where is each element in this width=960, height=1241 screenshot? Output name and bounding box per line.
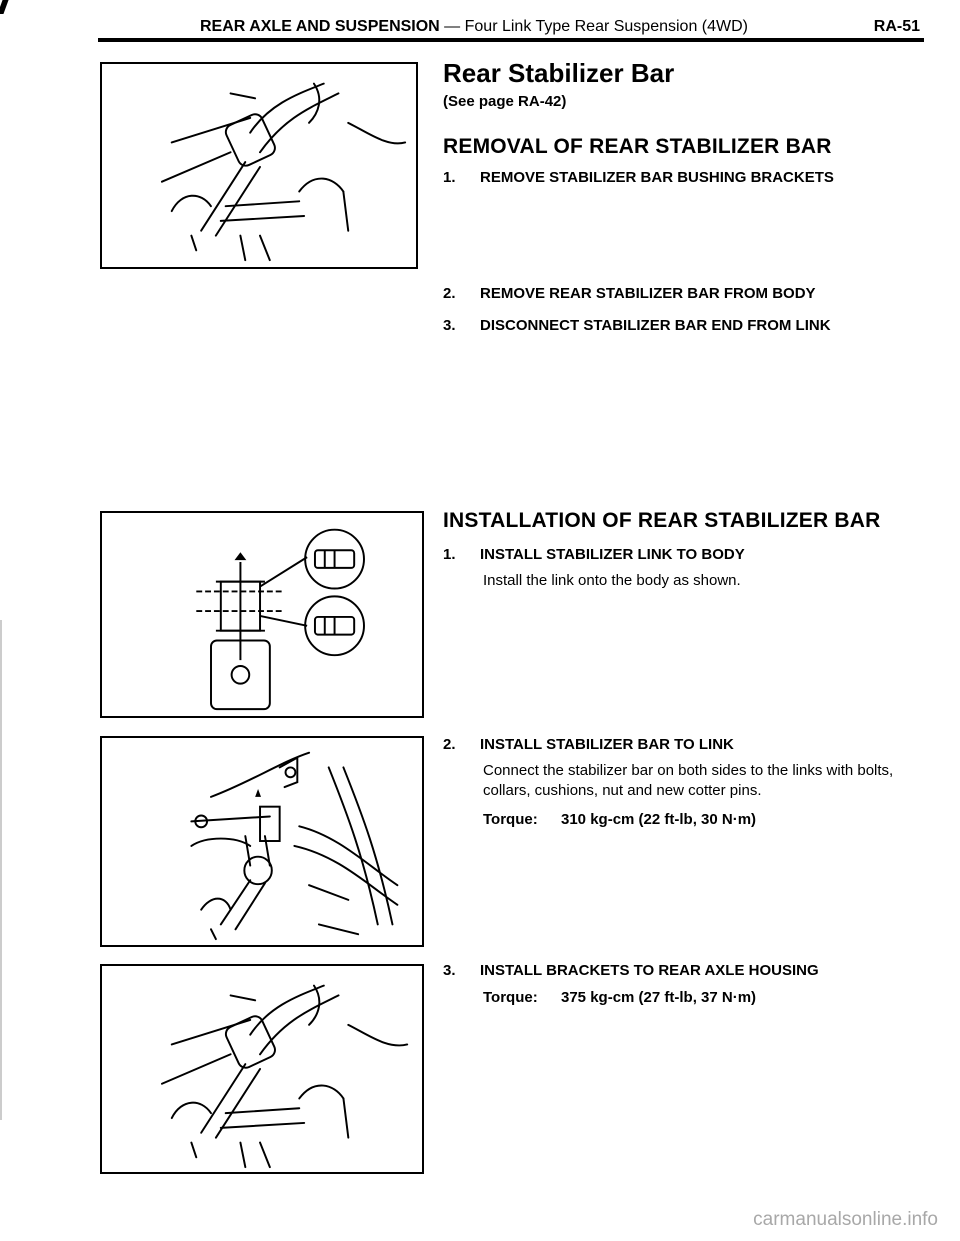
removal-step-3 — [443, 317, 923, 334]
step-body: Connect the stabilizer bar on both sides to the links with bolts, collars, cushions, nut and new cotter pins. — [483, 762, 894, 799]
installation-heading: INSTALLATION OF REAR STABILIZER BAR — [443, 509, 881, 532]
torque-value: 310 kg-cm (22 ft-lb, 30 N·m) — [561, 811, 757, 828]
torque-spec — [483, 811, 923, 828]
header-dash: — — [439, 18, 465, 35]
torque-label: Torque: — [483, 811, 538, 828]
step-number: 1. — [443, 546, 456, 563]
watermark: carmanualsonline.info — [753, 1209, 938, 1230]
page-corner-mark — [0, 0, 9, 14]
page-title: Rear Stabilizer Bar — [443, 58, 675, 88]
page-header — [200, 18, 920, 40]
step-text: INSTALL STABILIZER LINK TO BODY — [480, 546, 745, 563]
torque-spec — [483, 989, 923, 1006]
removal-heading: REMOVAL OF REAR STABILIZER BAR — [443, 135, 832, 158]
installation-step-3 — [443, 962, 923, 1006]
step-text: REMOVE STABILIZER BAR BUSHING BRACKETS — [480, 169, 834, 186]
step-number: 2. — [443, 736, 456, 753]
step-number: 3. — [443, 317, 456, 334]
removal-step-1 — [443, 169, 923, 186]
step-text: DISCONNECT STABILIZER BAR END FROM LINK — [480, 317, 831, 334]
figure-install-link — [100, 511, 424, 718]
step-number: 2. — [443, 285, 456, 302]
section-title-block — [443, 58, 923, 110]
figure-bar-to-link — [100, 736, 424, 947]
step-body: Install the link onto the body as shown. — [483, 572, 741, 589]
torque-label: Torque: — [483, 989, 538, 1006]
illustration-bracket-removal — [102, 64, 416, 267]
torque-value: 375 kg-cm (27 ft-lb, 37 N·m) — [561, 989, 757, 1006]
illustration-bracket-install — [102, 966, 422, 1172]
installation-step-2 — [443, 736, 923, 828]
step-number: 3. — [443, 962, 456, 979]
step-text: INSTALL BRACKETS TO REAR AXLE HOUSING — [480, 962, 819, 979]
step-text: REMOVE REAR STABILIZER BAR FROM BODY — [480, 285, 816, 302]
illustration-bar-link — [102, 738, 422, 945]
installation-section — [443, 509, 923, 533]
page-number: RA-51 — [873, 18, 920, 35]
see-page-reference: (See page RA-42) — [443, 93, 567, 110]
removal-section — [443, 135, 923, 159]
removal-step-2 — [443, 285, 923, 302]
illustration-link-detail — [102, 513, 422, 716]
scan-edge-line — [0, 620, 2, 1120]
figure-install-brackets — [100, 964, 424, 1174]
step-number: 1. — [443, 169, 456, 186]
header-rule — [98, 38, 924, 42]
header-subsection: Four Link Type Rear Suspension (4WD) — [464, 18, 749, 35]
figure-remove-brackets — [100, 62, 418, 269]
step-text: INSTALL STABILIZER BAR TO LINK — [480, 736, 734, 753]
header-section: REAR AXLE AND SUSPENSION — [200, 18, 440, 35]
installation-step-1 — [443, 546, 923, 591]
